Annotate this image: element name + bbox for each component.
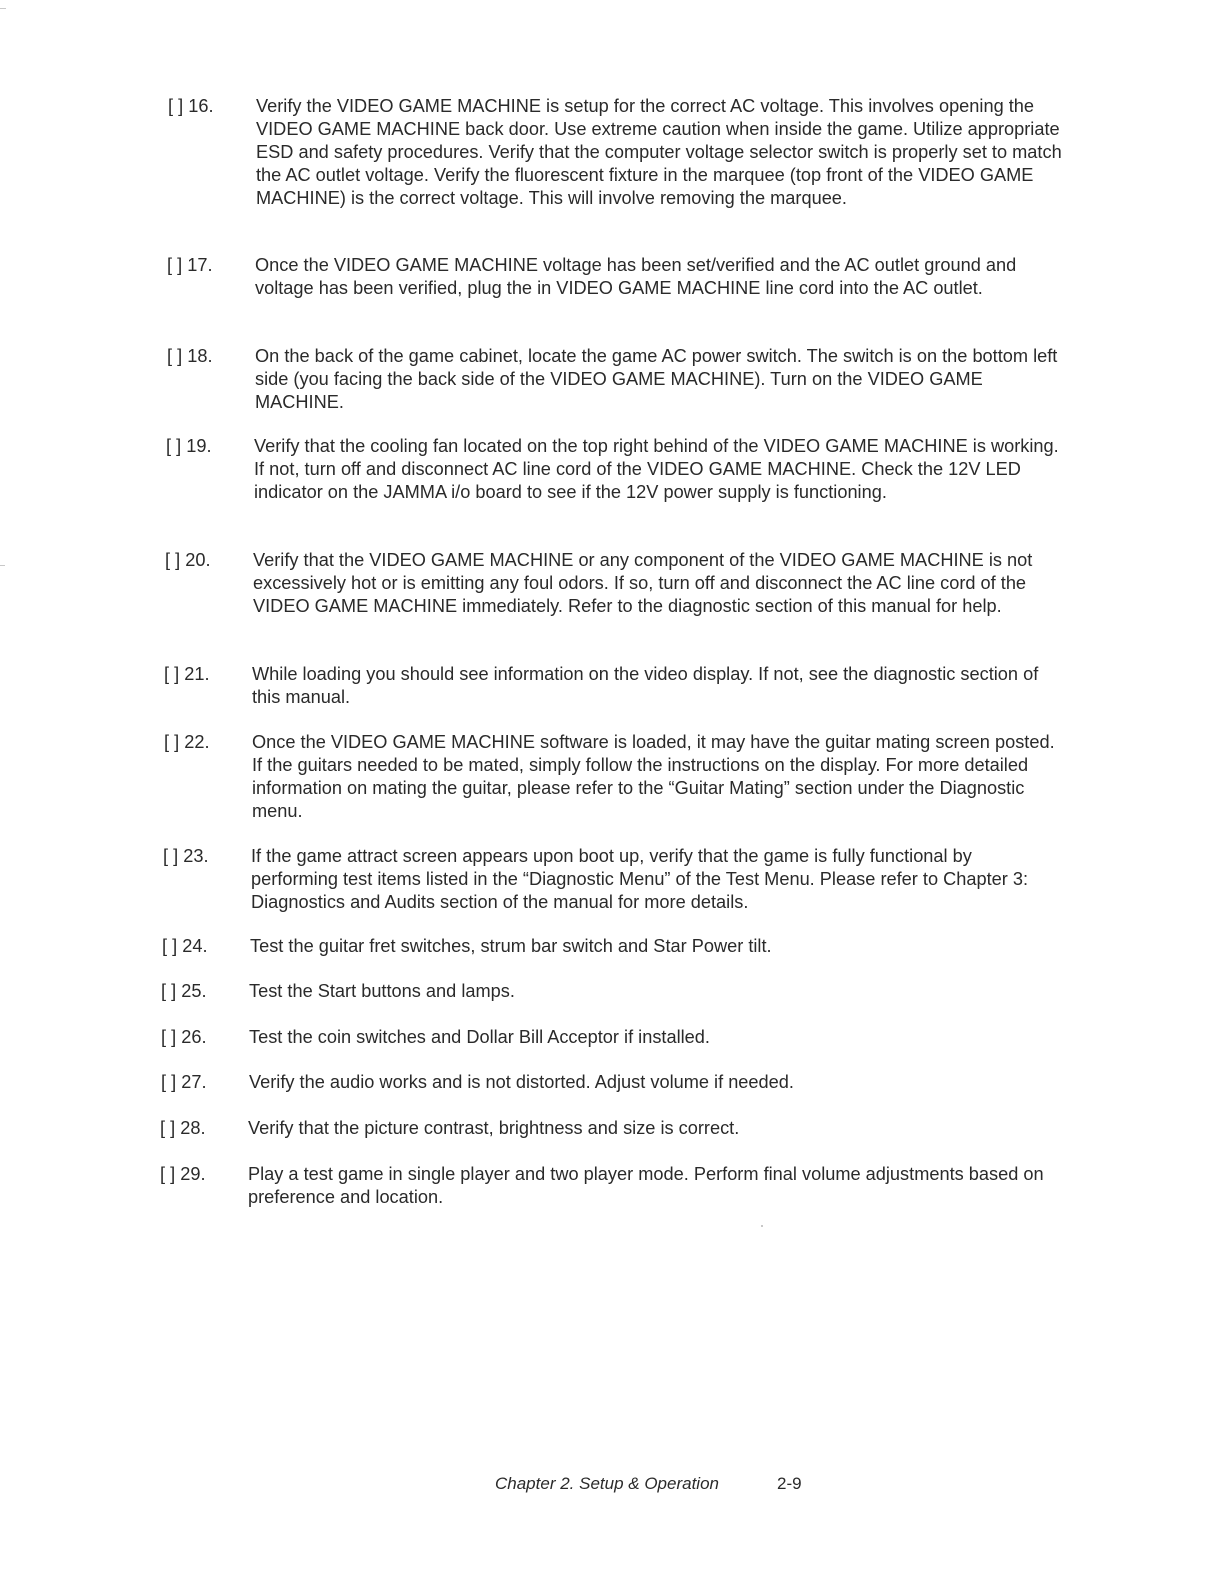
item-text: While loading you should see information on the video display. If not, see the diagnostic section of this manual.: [252, 664, 1039, 707]
item-number: [ ] 29.: [160, 1164, 206, 1184]
checklist-item-19: [166, 435, 1066, 504]
checklist-item-26: [161, 1026, 1061, 1049]
checklist-item-22: [164, 731, 1064, 823]
footer-chapter-title: Chapter 2. Setup & Operation: [495, 1474, 719, 1493]
item-text: Once the VIDEO GAME MACHINE voltage has been set/verified and the AC outlet ground and voltage has been verified, plug the in VIDEO GAME MACHINE line cord into the AC outlet.: [255, 255, 1017, 298]
item-number: [ ] 26.: [161, 1027, 207, 1047]
scan-edge-mark: [0, 8, 6, 9]
item-number: [ ] 17.: [167, 255, 213, 275]
scan-dot-mark: [761, 1225, 763, 1227]
item-text: Verify that the VIDEO GAME MACHINE or any component of the VIDEO GAME MACHINE is not excessively hot or is emitting any foul odors. If so, turn off and disconnect the AC line cord of the VIDEO GAME MACHINE immediately. Refer to the diagnostic section of this manual for help.: [253, 550, 1033, 616]
item-text: If the game attract screen appears upon boot up, verify that the game is fully functional by performing test items listed in the “Diagnostic Menu” of the Test Menu. Please refer to Chapter 3: Diagnostics and Audits section of the manual for more details.: [251, 846, 1029, 912]
item-number: [ ] 18.: [167, 346, 213, 366]
checklist-item-16: [168, 95, 1068, 210]
item-number: [ ] 25.: [161, 981, 207, 1001]
item-text: Verify the VIDEO GAME MACHINE is setup for the correct AC voltage. This involves opening the VIDEO GAME MACHINE back door. Use extreme caution when inside the game. Utilize appropriate ESD and safety procedures. Verify that the computer voltage selector switch is properly set to match the AC outlet voltage. Verify the fluorescent fixture in the marquee (top front of the VIDEO GAME MACHINE) is the correct voltage. This will involve removing the marquee.: [256, 96, 1062, 208]
item-number: [ ] 20.: [165, 550, 211, 570]
checklist-item-20: [165, 549, 1065, 618]
item-text: Play a test game in single player and two player mode. Perform final volume adjustments based on preference and location.: [248, 1164, 1044, 1207]
item-text: Once the VIDEO GAME MACHINE software is loaded, it may have the guitar mating screen posted. If the guitars needed to be mated, simply follow the instructions on the display. For more detailed information on mating the guitar, please refer to the “Guitar Mating” section under the Diagnostic menu.: [252, 732, 1055, 821]
item-number: [ ] 24.: [162, 936, 208, 956]
item-text: Test the coin switches and Dollar Bill Acceptor if installed.: [249, 1027, 710, 1047]
checklist-item-18: [167, 345, 1067, 414]
checklist-item-21: [164, 663, 1064, 709]
footer-page-number: 2-9: [777, 1474, 802, 1493]
item-number: [ ] 19.: [166, 436, 212, 456]
item-text: Verify that the cooling fan located on the top right behind of the VIDEO GAME MACHINE is working. If not, turn off and disconnect AC line cord of the VIDEO GAME MACHINE. Check the 12V LED indicator on the JAMMA i/o board to see if the 12V power supply is functioning.: [254, 436, 1059, 502]
checklist-item-23: [163, 845, 1063, 914]
item-text: Verify that the picture contrast, brightness and size is correct.: [248, 1118, 740, 1138]
item-number: [ ] 22.: [164, 732, 210, 752]
scan-edge-mark: [0, 565, 5, 566]
item-number: [ ] 16.: [168, 96, 214, 116]
checklist-item-28: [160, 1117, 1060, 1140]
page-footer: [495, 1473, 802, 1495]
checklist-item-29: [160, 1163, 1060, 1209]
checklist-item-27: [161, 1071, 1061, 1094]
item-number: [ ] 28.: [160, 1118, 206, 1138]
item-text: Test the guitar fret switches, strum bar switch and Star Power tilt.: [250, 936, 772, 956]
checklist-item-17: [167, 254, 1067, 300]
item-number: [ ] 21.: [164, 664, 210, 684]
item-text: Test the Start buttons and lamps.: [249, 981, 515, 1001]
item-number: [ ] 27.: [161, 1072, 207, 1092]
checklist-item-24: [162, 935, 1062, 958]
item-number: [ ] 23.: [163, 846, 209, 866]
item-text: Verify the audio works and is not distorted. Adjust volume if needed.: [249, 1072, 794, 1092]
checklist-item-25: [161, 980, 1061, 1003]
item-text: On the back of the game cabinet, locate the game AC power switch. The switch is on the bottom left side (you facing the back side of the VIDEO GAME MACHINE). Turn on the VIDEO GAME MACHINE.: [255, 346, 1058, 412]
